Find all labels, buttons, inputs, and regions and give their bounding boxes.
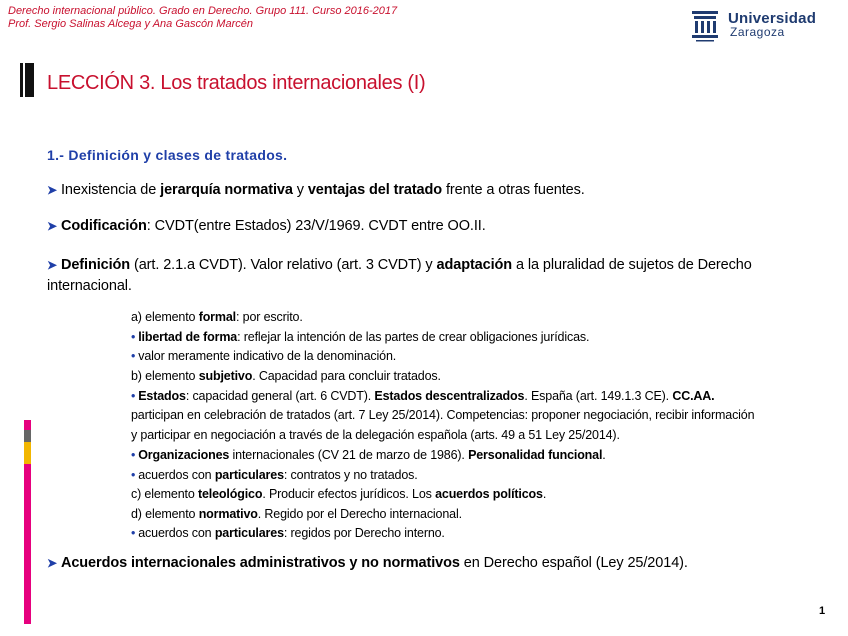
header-professors: Prof. Sergio Salinas Alcega y Ana Gascón Marcén	[8, 18, 253, 30]
sub-line: a) elemento formal: por escrito.	[131, 310, 303, 324]
sub-line: • acuerdos con particulares: contratos y no tratados.	[131, 468, 418, 482]
bullet-icon: •	[131, 526, 136, 540]
sub-line: • libertad de forma: reflejar la intención de las partes de crear obligaciones jurídicas.	[131, 330, 590, 344]
sub-line: • Estados: capacidad general (art. 6 CVDT). Estados descentralizados. España (art. 149.1.3 CE). CC.AA.	[131, 389, 715, 403]
title-bars	[20, 63, 36, 97]
university-logo	[690, 9, 840, 43]
sub-line: c) elemento teleológico. Producir efectos jurídicos. Los acuerdos políticos.	[131, 487, 547, 501]
sub-line: d) elemento normativo. Regido por el Derecho internacional.	[131, 507, 462, 521]
arrow-right-icon: ➤	[47, 556, 57, 570]
sub-line: • acuerdos con particulares: regidos por Derecho interno.	[131, 526, 445, 540]
arrow-right-icon: ➤	[47, 183, 57, 197]
point-definition: ➤ Definición (art. 2.1.a CVDT). Valor relativo (art. 3 CVDT) y adaptación a la pluralidad de sujetos de Derecho internacional.	[47, 257, 752, 294]
arrow-right-icon: ➤	[47, 219, 57, 233]
bullet-icon: •	[131, 349, 136, 363]
logo-name: Universidad	[728, 10, 817, 27]
sub-line: participan en celebración de tratados (art. 7 Ley 25/2014). Competencias: proponer negociación, recibir información	[131, 408, 755, 422]
bullet-icon: •	[131, 448, 136, 462]
bullet-icon: •	[131, 468, 136, 482]
point-hierarchy: ➤ Inexistencia de jerarquía normativa y ventajas del tratado frente a otras fuentes.	[47, 182, 585, 198]
color-strip	[24, 442, 31, 464]
section-heading: 1.- Definición y clases de tratados.	[47, 147, 288, 163]
color-strip	[24, 464, 31, 624]
sub-line: • Organizaciones internacionales (CV 21 de marzo de 1986). Personalidad funcional.	[131, 448, 606, 462]
bullet-icon: •	[131, 389, 136, 403]
bullet-icon: •	[131, 330, 136, 344]
logo-city: Zaragoza	[730, 25, 785, 39]
point-administrative-agreements: ➤ Acuerdos internacionales administrativos y no normativos en Derecho español (Ley 25/2014).	[47, 555, 688, 571]
color-strip	[24, 430, 31, 442]
arrow-right-icon: ➤	[47, 258, 57, 272]
lesson-title: LECCIÓN 3. Los tratados internacionales (I)	[47, 72, 426, 94]
sub-line: b) elemento subjetivo. Capacidad para concluir tratados.	[131, 369, 441, 383]
university-building-icon	[690, 9, 720, 43]
sub-line: • valor meramente indicativo de la denominación.	[131, 349, 397, 363]
sub-line: y participar en negociación a través de la delegación española (arts. 49 a 51 Ley 25/2014).	[131, 428, 620, 442]
page-number: 1	[819, 605, 826, 617]
point-codification: ➤ Codificación: CVDT(entre Estados) 23/V/1969. CVDT entre OO.II.	[47, 218, 486, 234]
header-course: Derecho internacional público. Grado en Derecho. Grupo 111. Curso 2016-2017	[8, 5, 398, 17]
